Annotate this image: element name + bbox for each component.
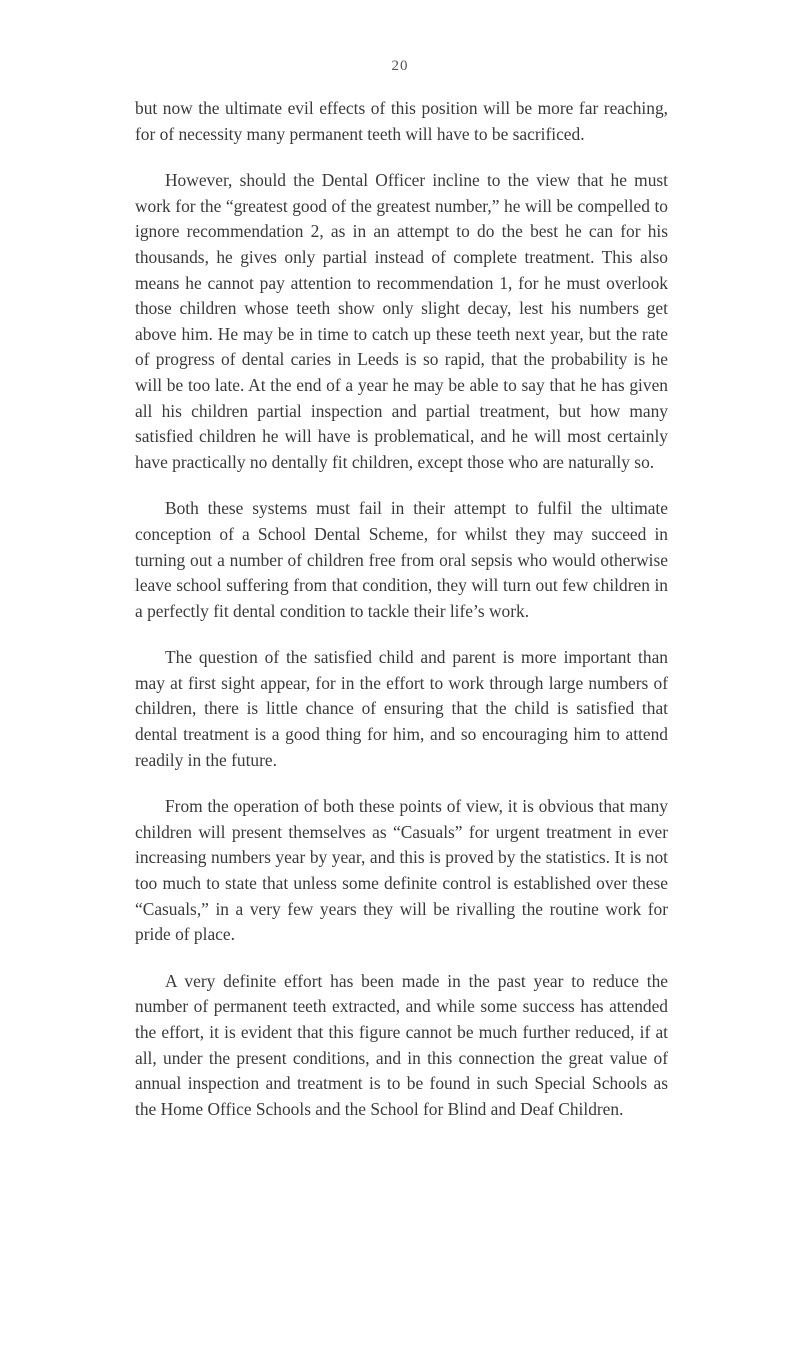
paragraph-both-systems: Both these systems must fail in their attempt to fulfil the ultimate conception of a School Dental Scheme, for whilst they may succeed in turning out a number of children free from oral sepsis who would otherwise leave school suffering from that condition, they will turn out few children in a perfectly fit dental condition to tackle their life’s work. bbox=[135, 498, 668, 621]
body-text bbox=[135, 96, 668, 1143]
paragraph-definite-effort: A very definite effort has been made in the past year to reduce the number of permanent teeth extracted, and while some success has attended the effort, it is evident that this figure cannot be much further reduced, if at all, under the present conditions, and in this connection the great value of annual inspection and treatment is to be found in such Special Schools as the Home Office Schools and the School for Blind and Deaf Children. bbox=[135, 970, 668, 1119]
paragraph-casuals: From the operation of both these points of view, it is obvious that many children will present themselves as “Casuals” for urgent treatment in ever increasing numbers year by year, and this is proved by the statistics. It is not too much to state that unless some definite control is established over these “Casuals,” in a very few years they will be rivalling the routine work for pride of place. bbox=[135, 796, 668, 945]
paragraph-dental-officer: However, should the Dental Officer incline to the view that he must work for the “greatest good of the greatest number,” he will be compelled to ignore recommendation 2, as in an attempt to do the best he can for his thousands, he gives only partial instead of complete treatment. This also means he cannot pay attention to recommendation 1, for he must overlook those children whose teeth show only slight decay, lest his numbers get above him. He may be in time to catch up these teeth next year, but the rate of progress of dental caries in Leeds is so rapid, that the probability is he will be too late. At the end of a year he may be able to say that he has given all his children partial inspection and partial treatment, but how many satisfied children he will have is problematical, and he will most certainly have practically no dentally fit children, except those who are naturally so. bbox=[135, 170, 668, 472]
paragraph-continuation: but now the ultimate evil effects of this position will be more far reaching, for of necessity many permanent teeth will have to be sacrificed. bbox=[135, 98, 668, 144]
page-number: 20 bbox=[391, 58, 409, 74]
paragraph-satisfied-child: The question of the satisfied child and parent is more important than may at first sight appear, for in the effort to work through large numbers of children, there is little chance of ensuring that the child is satisfied that dental treatment is a good thing for him, and so encouraging him to attend readily in the future. bbox=[135, 647, 668, 770]
